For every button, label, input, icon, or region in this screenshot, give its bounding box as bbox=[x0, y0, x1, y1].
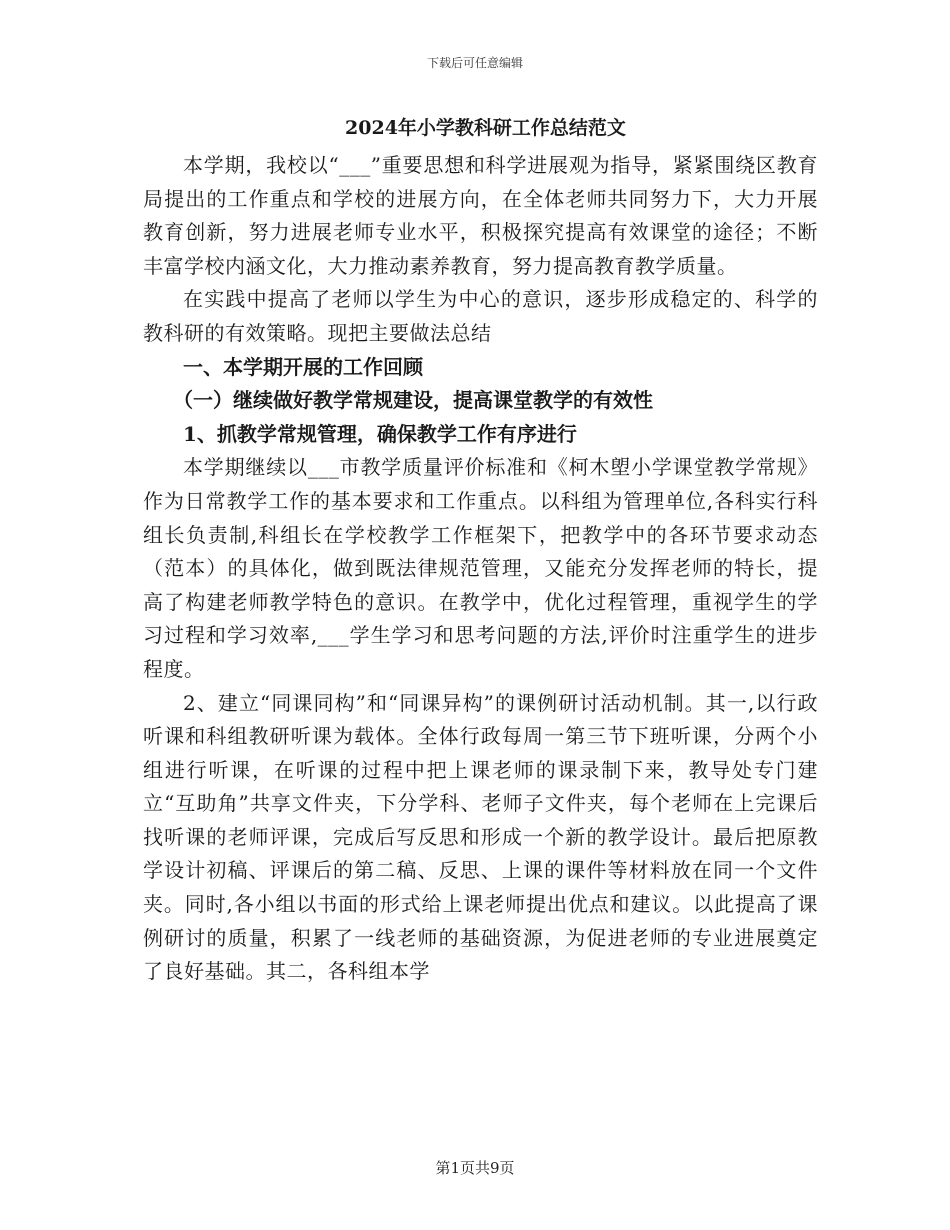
section-heading-3: 1、抓教学常规管理，确保教学工作有序进行 bbox=[183, 421, 577, 446]
page-header-note: 下载后可任意编辑 bbox=[426, 56, 523, 70]
paragraph-teaching-routine: 本学期继续以___市教学质量评价标准和《柯木塱小学课堂教学常规》作为日常教学工作的基本要求和工作重点。以科组为管理单位,各科实行科组长负责制,科组长在学校教学工作框架下，把教学中的各环节要求动态（范本）的具体化，做到既法律规范管理，又能充分发挥老师的特长，提高了构建老师教学特色的意识。在教学中，优化过程管理，重视学生的学习过程和学习效率,___学生学习和思考问题的方法,评价时注重学生的进步程度。 bbox=[143, 455, 818, 681]
paragraph-lesson-study: 2、建立“同课同构”和“同课异构”的课例研讨活动机制。其一,以行政听课和科组教研听课为载体。全体行政每周一第三节下班听课，分两个小组进行听课，在听课的过程中把上课老师的课录制下来，教导处专门建立“互助角”共享文件夹，下分学科、老师子文件夹，每个老师在上完课后找听课的老师评课，完成后写反思和形成一个新的教学设计。最后把原教学设计初稿、评课后的第二稿、反思、上课的课件等材料放在同一个文件夹。同时,各小组以书面的形式给上课老师提出优点和建议。以此提高了课例研讨的质量，积累了一线老师的基础资源，为促进老师的专业进展奠定了良好基础。其二，各科组本学 bbox=[143, 690, 818, 984]
paragraph-intro: 本学期，我校以“___”重要思想和科学进展观为指导，紧紧围绕区教育局提出的工作重点和学校的进展方向，在全体老师共同努力下，大力开展教育创新，努力进展老师专业水平，积极探究提高有效课堂的途径；不断丰富学校内涵文化，大力推动素养教育，努力提高教育教学质量。 bbox=[143, 153, 818, 278]
paragraph-summary: 在实践中提高了老师以学生为中心的意识，逐步形成稳定的、科学的教科研的有效策略。现把主要做法总结 bbox=[143, 287, 818, 345]
page-footer-number: 第1页共9页 bbox=[435, 1159, 515, 1177]
document-title: 2024年小学教科研工作总结范文 bbox=[345, 117, 626, 139]
document-body bbox=[143, 116, 818, 989]
section-heading-2: （一）继续做好教学常规建设，提高课堂教学的有效性 bbox=[173, 388, 653, 413]
section-heading-1: 一、本学期开展的工作回顾 bbox=[183, 354, 423, 379]
